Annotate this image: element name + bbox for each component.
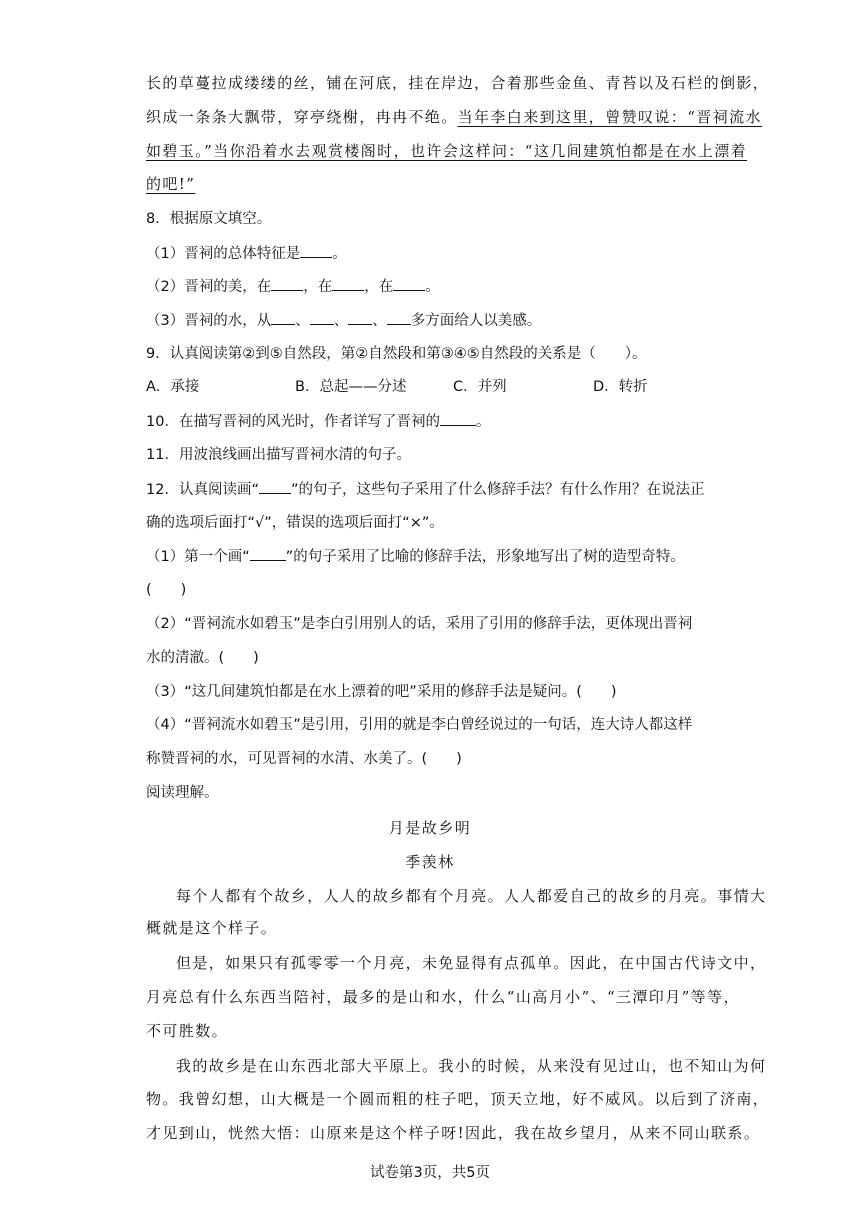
paragraph-2-line-2: 月亮总有什么东西当陪衬，最多的是山和水，什么“山高月小”、“三潭印月”等等， [146, 988, 740, 1006]
question-8-stem: 8．根据原文填空。 [146, 211, 272, 227]
question-8-sub3 [146, 310, 726, 332]
paragraph-3-line-1: 我的故乡是在山东西北部大平原上。我小的时候，从来没有见过山，也不知山为何 [176, 1057, 767, 1075]
option-a[interactable]: A．承接 [146, 379, 200, 395]
answer-blank[interactable] [393, 276, 425, 291]
question-9-stem: 9．认真阅读第②到⑤自然段，第②自然段和第③④⑤自然段的关系是（ ）。 [146, 346, 647, 362]
question-12-sub2-line-1: （2）“晋祠流水如碧玉”是李白引用别人的话，采用了引用的修辞手法，更体现出晋祠 [146, 616, 693, 632]
underline-sample [259, 479, 291, 494]
article-author: 季羡林 [405, 853, 455, 871]
page-footer: 试卷第3页，共5页 [370, 1165, 490, 1181]
q8-sub2-text: ，在 [364, 279, 394, 295]
separator: 、 [333, 313, 349, 329]
underline-sample [250, 546, 286, 561]
passage-line-4: 的吧!” [146, 175, 196, 193]
question-9-options [146, 377, 726, 399]
separator: 、 [295, 313, 310, 329]
paragraph-3-line-3: 才见到山，恍然大悟：山原来是这个样子呀!因此，我在故乡望月，从来不同山联系。 [146, 1124, 761, 1142]
answer-blank[interactable] [271, 276, 303, 291]
q12-sub1-text: （1）第一个画“ [146, 549, 250, 565]
question-12-sub3: （3）“这几间建筑怕都是在水上漂着的吧”采用的修辞手法是疑问。( ) [146, 684, 617, 700]
section-heading: 阅读理解。 [146, 785, 219, 801]
passage-line-1: 长的草蔓拉成缕缕的丝，铺在河底，挂在岸边，合着那些金鱼、青苔以及石栏的倒影， [146, 74, 770, 92]
answer-blank[interactable] [348, 310, 372, 325]
paragraph-1-line-1: 每个人都有个故乡，人人的故乡都有个月亮。人人都爱自己的故乡的月亮。事情大 [176, 887, 767, 905]
option-b[interactable]: B．总起——分述 [295, 379, 407, 395]
passage-line-3: 如碧玉。”当你沿着水去观赏楼阁时，也许会这样问：“这几间建筑怕都是在水上漂着 [146, 142, 748, 160]
q8-sub2-text: （2）晋祠的美，在 [146, 279, 272, 295]
question-12-sub4-line-1: （4）“晋祠流水如碧玉”是引用，引用的就是李白曾经说过的一句话，连大诗人都这样 [146, 717, 693, 733]
article-title: 月是故乡明 [388, 819, 472, 837]
answer-blank[interactable] [300, 243, 332, 258]
question-12-stem-line-2: 确的选项后面打“√”，错误的选项后面打“×”。 [146, 515, 444, 531]
question-12-sub1 [146, 546, 726, 568]
paragraph-2-line-3: 不可胜数。 [146, 1022, 229, 1040]
q8-sub1-text: （1）晋祠的总体特征是 [146, 246, 301, 262]
q12-sub1-text: ”的句子采用了比喻的修辞手法，形象地写出了树的造型奇特。 [285, 549, 685, 565]
answer-blank[interactable] [310, 310, 334, 325]
answer-blank[interactable] [271, 310, 295, 325]
q8-sub2-text: ，在 [303, 279, 333, 295]
q8-sub3-end: 多方面给人以美感。 [410, 313, 542, 329]
q8-sub3-text: （3）晋祠的水，从 [146, 313, 272, 329]
question-10 [146, 411, 726, 433]
option-d[interactable]: D．转折 [593, 379, 648, 395]
passage-text: 织成一条条大飘带，穿亭绕榭，冉冉不绝。 [146, 108, 458, 126]
answer-blank[interactable] [387, 310, 411, 325]
q12-text: 12．认真阅读画“ [146, 482, 259, 498]
paragraph-1-line-2: 概就是这个样子。 [146, 919, 278, 937]
question-12-sub4-line-2: 称赞晋祠的水，可见晋祠的水清、水美了。( ) [146, 751, 462, 767]
q10-text: 10．在描写晋祠的风光时，作者详写了晋祠的 [146, 414, 440, 430]
q10-end: 。 [475, 414, 491, 430]
question-8-sub1 [146, 243, 726, 265]
answer-blank[interactable] [440, 411, 476, 426]
paragraph-3-line-2: 物。我曾幻想，山大概是一个圆而粗的柱子吧，顶天立地，好不威风。以后到了济南， [146, 1090, 770, 1108]
answer-blank[interactable] [332, 276, 364, 291]
paragraph-2-line-1: 但是，如果只有孤零零一个月亮，未免显得有点孤单。因此，在中国古代诗文中， [176, 954, 767, 972]
passage-line-2 [146, 107, 762, 129]
question-12-stem-line-1 [146, 479, 726, 501]
option-c[interactable]: C．并列 [453, 379, 507, 395]
separator: 、 [372, 313, 387, 329]
question-8-sub2 [146, 276, 726, 298]
q12-text: ”的句子，这些句子采用了什么修辞手法？有什么作用？在说法正 [290, 482, 705, 498]
question-12-sub2-line-2: 水的清澈。( ) [146, 650, 259, 666]
q8-sub2-end: 。 [425, 279, 440, 295]
q8-sub1-end: 。 [332, 246, 347, 262]
answer-paren[interactable]: ( ) [146, 582, 187, 598]
underlined-sentence: 当年李白来到这里，曾赞叹说：“晋祠流水 [457, 108, 762, 126]
question-11: 11．用波浪线画出描写晋祠水清的句子。 [146, 447, 411, 463]
